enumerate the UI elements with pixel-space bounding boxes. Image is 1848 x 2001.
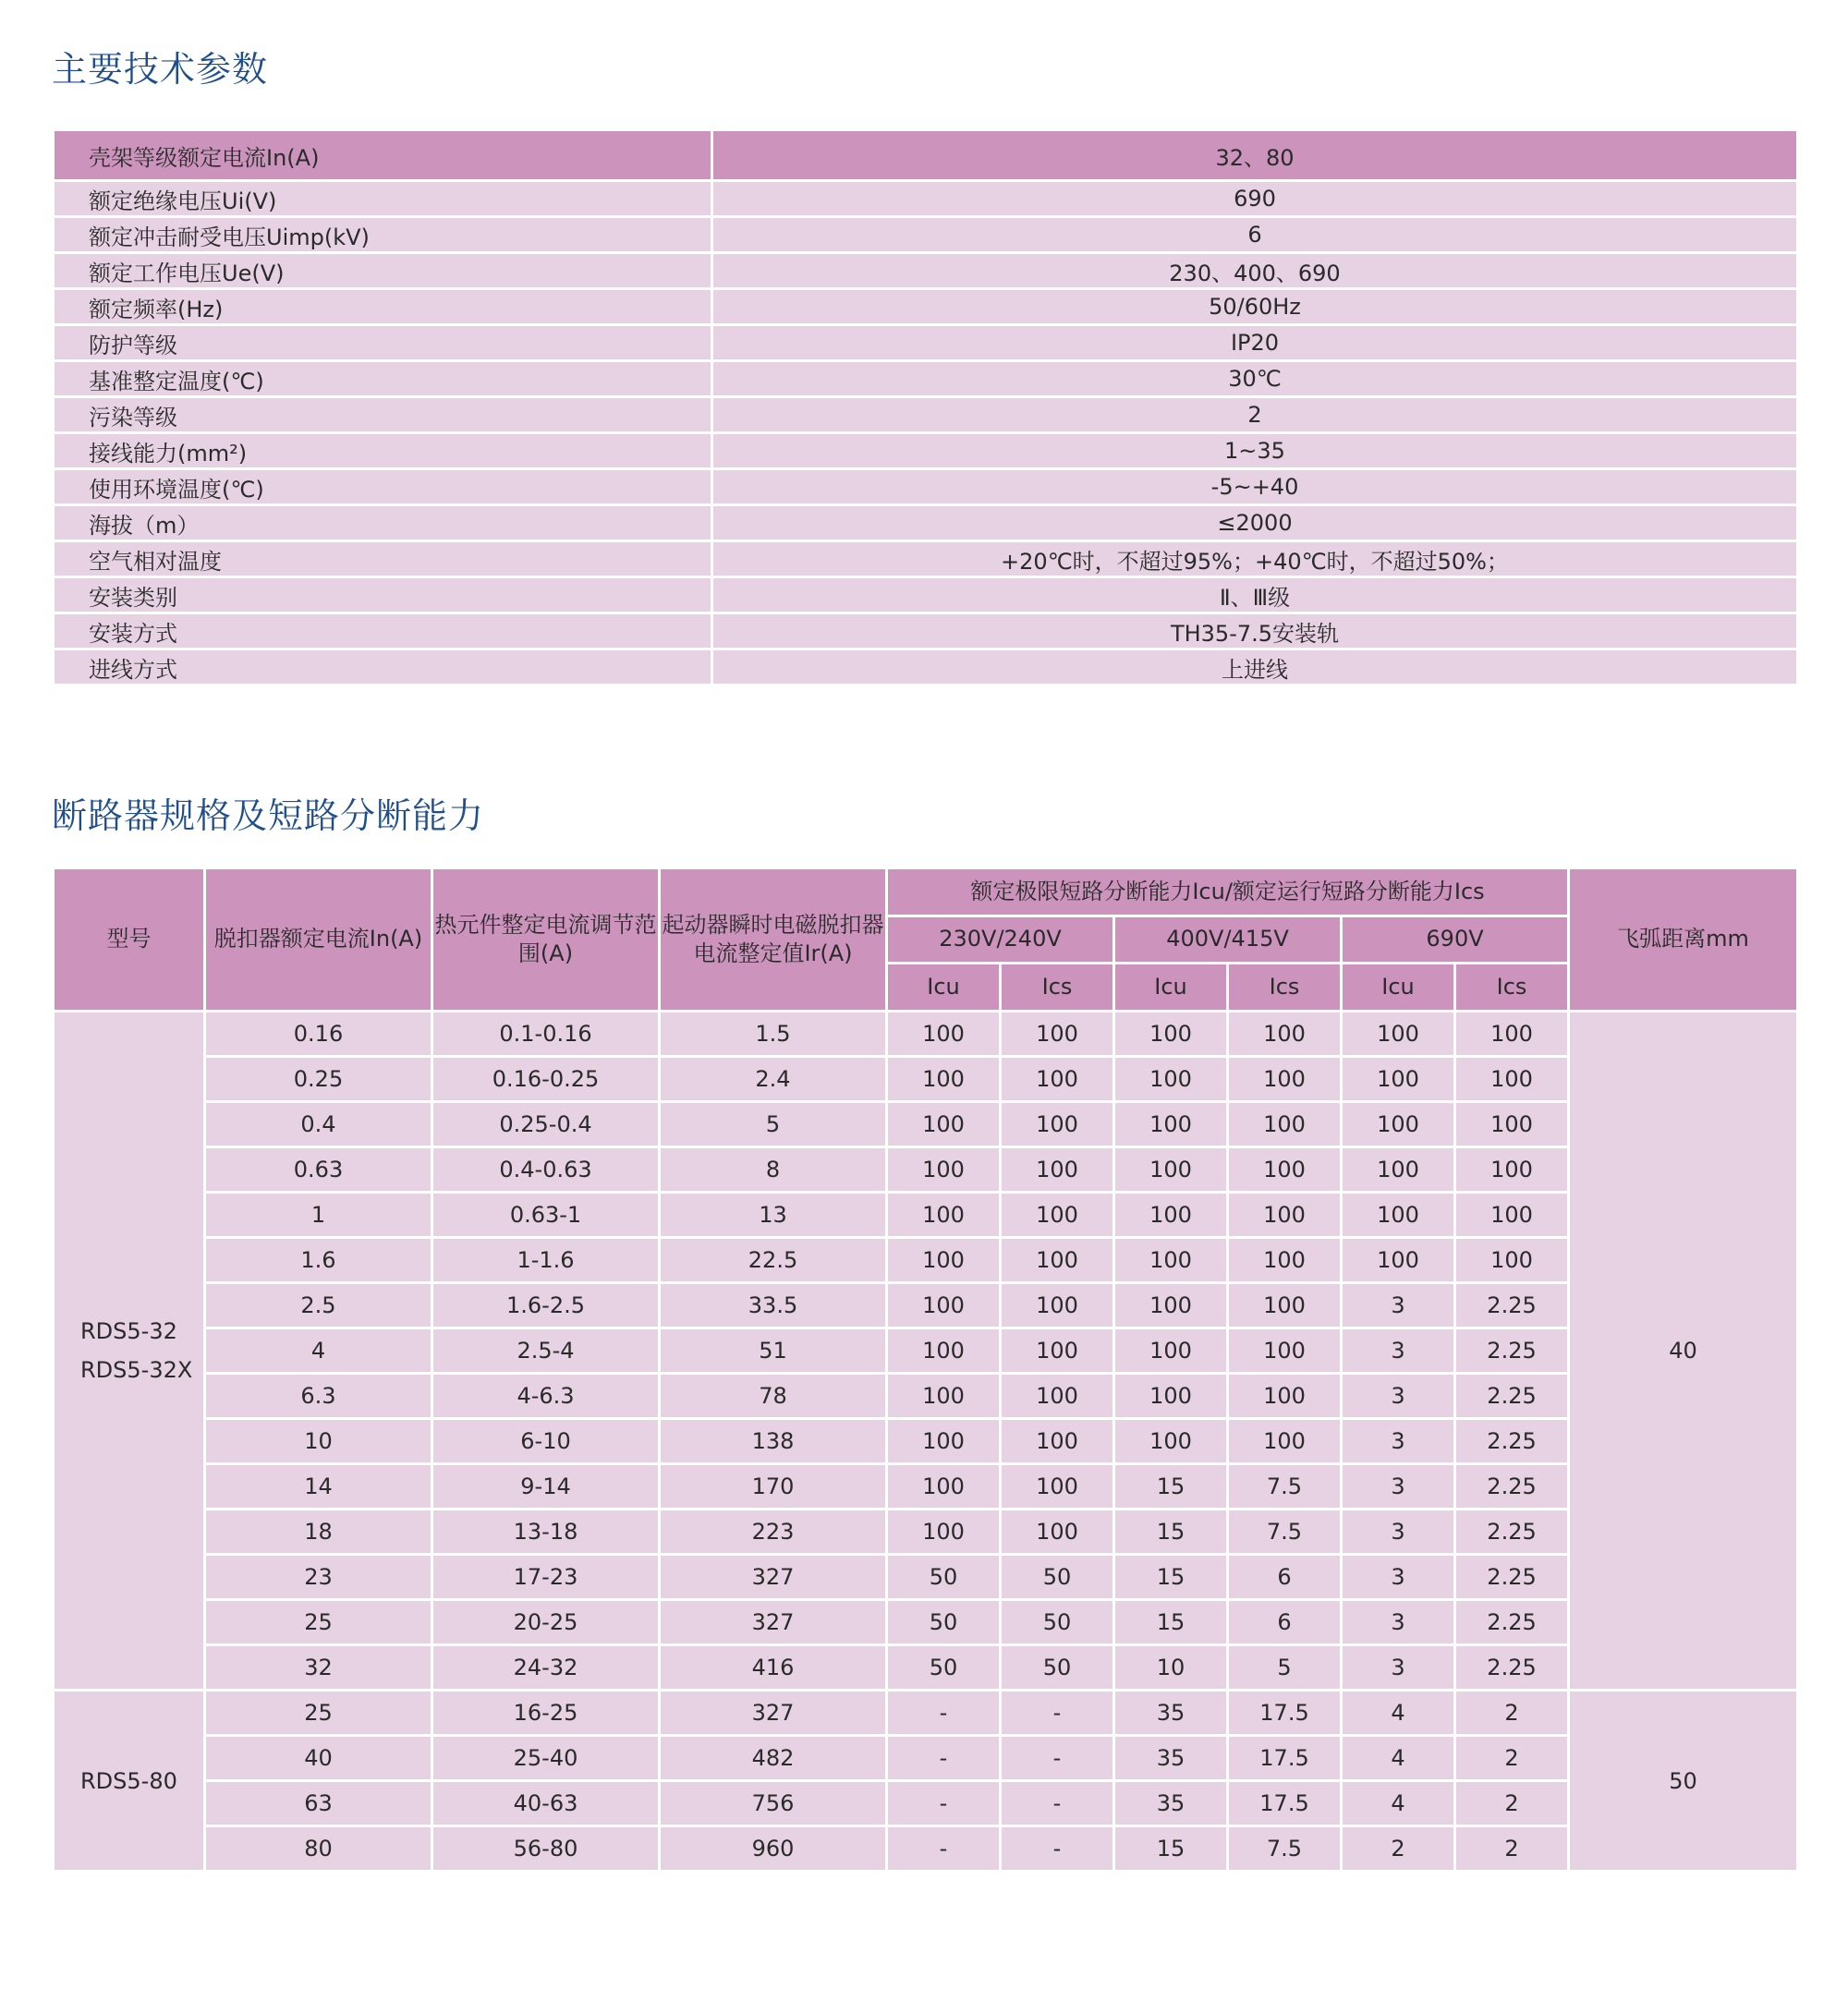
icu-690-cell: 3 xyxy=(1342,1374,1455,1419)
rated-current-cell: 25 xyxy=(205,1600,432,1645)
ics-400-cell: 7.5 xyxy=(1228,1464,1342,1510)
thermal-range-cell: 1-1.6 xyxy=(432,1238,660,1283)
instant-setting-cell: 2.4 xyxy=(660,1057,887,1102)
thermal-range-cell: 1.6-2.5 xyxy=(432,1283,660,1328)
icu-230-cell: 50 xyxy=(887,1645,1001,1691)
param-label: 额定工作电压Ue(V) xyxy=(54,253,712,289)
ics-230-cell: - xyxy=(1001,1736,1114,1781)
ics-400-cell: 100 xyxy=(1228,1057,1342,1102)
ics-230-cell: - xyxy=(1001,1691,1114,1736)
icu-400-cell: 100 xyxy=(1114,1102,1228,1147)
table-row xyxy=(54,1057,1798,1102)
param-label: 使用环境温度(℃) xyxy=(54,469,712,505)
header-model: 型号 xyxy=(54,868,205,1012)
ics-690-cell: 2 xyxy=(1455,1781,1569,1826)
thermal-range-cell: 0.4-0.63 xyxy=(432,1147,660,1193)
thermal-range-cell: 0.25-0.4 xyxy=(432,1102,660,1147)
icu-230-cell: - xyxy=(887,1691,1001,1736)
param-label: 接线能力(mm²) xyxy=(54,433,712,469)
param-value: 6 xyxy=(712,217,1798,253)
param-label: 额定冲击耐受电压Uimp(kV) xyxy=(54,217,712,253)
ics-230-cell: 100 xyxy=(1001,1419,1114,1464)
param-label: 进线方式 xyxy=(54,649,712,685)
header-breaking-capacity: 额定极限短路分断能力Icu/额定运行短路分断能力Ics xyxy=(887,868,1569,916)
ics-230-cell: 100 xyxy=(1001,1102,1114,1147)
rated-current-cell: 25 xyxy=(205,1691,432,1736)
header-arc-distance: 飞弧距离mm xyxy=(1569,868,1798,1012)
instant-setting-cell: 138 xyxy=(660,1419,887,1464)
table-row xyxy=(54,1555,1798,1600)
ics-690-cell: 2.25 xyxy=(1455,1600,1569,1645)
rated-current-cell: 10 xyxy=(205,1419,432,1464)
header-voltage-230: 230V/240V xyxy=(887,916,1114,964)
param-value: ≤2000 xyxy=(712,505,1798,541)
instant-setting-cell: 170 xyxy=(660,1464,887,1510)
icu-230-cell: 100 xyxy=(887,1510,1001,1555)
icu-230-cell: 50 xyxy=(887,1600,1001,1645)
table-row xyxy=(54,1419,1798,1464)
header-instant-setting: 起动器瞬时电磁脱扣器电流整定值Ir(A) xyxy=(660,868,887,1012)
model-cell xyxy=(54,1012,205,1691)
icu-400-cell: 100 xyxy=(1114,1057,1228,1102)
icu-690-cell: 100 xyxy=(1342,1193,1455,1238)
ics-230-cell: 100 xyxy=(1001,1147,1114,1193)
instant-setting-cell: 13 xyxy=(660,1193,887,1238)
icu-230-cell: 100 xyxy=(887,1012,1001,1057)
ics-400-cell: 100 xyxy=(1228,1238,1342,1283)
thermal-range-cell: 6-10 xyxy=(432,1419,660,1464)
thermal-range-cell: 16-25 xyxy=(432,1691,660,1736)
param-value: TH35-7.5安装轨 xyxy=(712,613,1798,649)
table-row xyxy=(54,1102,1798,1147)
table-row xyxy=(54,1736,1798,1781)
param-row xyxy=(54,130,1798,181)
arc-distance-cell: 40 xyxy=(1569,1012,1798,1691)
param-row xyxy=(54,469,1798,505)
ics-400-cell: 100 xyxy=(1228,1012,1342,1057)
icu-230-cell: 100 xyxy=(887,1419,1001,1464)
ics-690-cell: 2.25 xyxy=(1455,1328,1569,1374)
icu-400-cell: 15 xyxy=(1114,1510,1228,1555)
icu-400-cell: 35 xyxy=(1114,1736,1228,1781)
instant-setting-cell: 8 xyxy=(660,1147,887,1193)
rated-current-cell: 1 xyxy=(205,1193,432,1238)
param-label: 污染等级 xyxy=(54,397,712,433)
ics-690-cell: 100 xyxy=(1455,1057,1569,1102)
ics-400-cell: 100 xyxy=(1228,1193,1342,1238)
ics-400-cell: 17.5 xyxy=(1228,1736,1342,1781)
header-ics: Ics xyxy=(1455,964,1569,1012)
thermal-range-cell: 0.16-0.25 xyxy=(432,1057,660,1102)
icu-400-cell: 35 xyxy=(1114,1691,1228,1736)
table-row xyxy=(54,1645,1798,1691)
instant-setting-cell: 482 xyxy=(660,1736,887,1781)
thermal-range-cell: 20-25 xyxy=(432,1600,660,1645)
ics-690-cell: 2.25 xyxy=(1455,1283,1569,1328)
icu-400-cell: 100 xyxy=(1114,1012,1228,1057)
param-label: 防护等级 xyxy=(54,325,712,361)
table-row xyxy=(54,1283,1798,1328)
icu-400-cell: 100 xyxy=(1114,1374,1228,1419)
table-row xyxy=(54,1781,1798,1826)
param-row xyxy=(54,217,1798,253)
icu-230-cell: - xyxy=(887,1781,1001,1826)
ics-400-cell: 5 xyxy=(1228,1645,1342,1691)
ics-690-cell: 100 xyxy=(1455,1012,1569,1057)
icu-400-cell: 100 xyxy=(1114,1419,1228,1464)
icu-230-cell: 100 xyxy=(887,1238,1001,1283)
table-row xyxy=(54,1600,1798,1645)
param-value: +20℃时，不超过95%；+40℃时，不超过50%； xyxy=(712,541,1798,577)
instant-setting-cell: 960 xyxy=(660,1826,887,1872)
rated-current-cell: 6.3 xyxy=(205,1374,432,1419)
table-row xyxy=(54,1826,1798,1872)
ics-230-cell: - xyxy=(1001,1781,1114,1826)
ics-230-cell: 100 xyxy=(1001,1057,1114,1102)
ics-230-cell: 50 xyxy=(1001,1645,1114,1691)
instant-setting-cell: 51 xyxy=(660,1328,887,1374)
table-row xyxy=(54,1193,1798,1238)
icu-400-cell: 100 xyxy=(1114,1147,1228,1193)
rated-current-cell: 18 xyxy=(205,1510,432,1555)
param-label: 额定频率(Hz) xyxy=(54,289,712,325)
ics-690-cell: 2.25 xyxy=(1455,1510,1569,1555)
param-value: Ⅱ、Ⅲ级 xyxy=(712,577,1798,613)
ics-230-cell: 100 xyxy=(1001,1012,1114,1057)
icu-230-cell: - xyxy=(887,1826,1001,1872)
icu-230-cell: 50 xyxy=(887,1555,1001,1600)
ics-690-cell: 100 xyxy=(1455,1238,1569,1283)
instant-setting-cell: 416 xyxy=(660,1645,887,1691)
ics-230-cell: 100 xyxy=(1001,1464,1114,1510)
rated-current-cell: 0.25 xyxy=(205,1057,432,1102)
icu-400-cell: 100 xyxy=(1114,1283,1228,1328)
header-voltage-690: 690V xyxy=(1342,916,1569,964)
table-row xyxy=(54,1510,1798,1555)
header-ics: Ics xyxy=(1001,964,1114,1012)
param-row xyxy=(54,361,1798,397)
icu-230-cell: - xyxy=(887,1736,1001,1781)
instant-setting-cell: 78 xyxy=(660,1374,887,1419)
icu-690-cell: 3 xyxy=(1342,1283,1455,1328)
icu-400-cell: 15 xyxy=(1114,1555,1228,1600)
header-thermal-range: 热元件整定电流调节范围(A) xyxy=(432,868,660,1012)
icu-400-cell: 100 xyxy=(1114,1193,1228,1238)
thermal-range-cell: 0.63-1 xyxy=(432,1193,660,1238)
thermal-range-cell: 2.5-4 xyxy=(432,1328,660,1374)
header-rated-current: 脱扣器额定电流In(A) xyxy=(205,868,432,1012)
params-table xyxy=(52,128,1799,686)
param-label: 壳架等级额定电流Ⅰn(A) xyxy=(54,130,712,181)
ics-400-cell: 100 xyxy=(1228,1419,1342,1464)
param-label: 安装方式 xyxy=(54,613,712,649)
icu-230-cell: 100 xyxy=(887,1464,1001,1510)
param-row xyxy=(54,541,1798,577)
rated-current-cell: 63 xyxy=(205,1781,432,1826)
ics-400-cell: 17.5 xyxy=(1228,1781,1342,1826)
instant-setting-cell: 327 xyxy=(660,1555,887,1600)
ics-690-cell: 100 xyxy=(1455,1102,1569,1147)
param-value: 32、80 xyxy=(712,130,1798,181)
icu-690-cell: 4 xyxy=(1342,1781,1455,1826)
icu-690-cell: 100 xyxy=(1342,1238,1455,1283)
ics-690-cell: 2.25 xyxy=(1455,1645,1569,1691)
model-name: RDS5-80 xyxy=(80,1767,177,1794)
rated-current-cell: 32 xyxy=(205,1645,432,1691)
header-ics: Ics xyxy=(1228,964,1342,1012)
param-row xyxy=(54,397,1798,433)
model-name: RDS5-32 xyxy=(80,1318,177,1344)
param-value: 690 xyxy=(712,181,1798,217)
ics-400-cell: 100 xyxy=(1228,1283,1342,1328)
icu-690-cell: 4 xyxy=(1342,1736,1455,1781)
param-value: -5~+40 xyxy=(712,469,1798,505)
ics-690-cell: 2.25 xyxy=(1455,1374,1569,1419)
param-value: 上进线 xyxy=(712,649,1798,685)
thermal-range-cell: 17-23 xyxy=(432,1555,660,1600)
header-icu: Icu xyxy=(1342,964,1455,1012)
ics-400-cell: 17.5 xyxy=(1228,1691,1342,1736)
thermal-range-cell: 25-40 xyxy=(432,1736,660,1781)
rated-current-cell: 4 xyxy=(205,1328,432,1374)
icu-690-cell: 3 xyxy=(1342,1600,1455,1645)
ics-230-cell: 100 xyxy=(1001,1193,1114,1238)
ics-230-cell: 100 xyxy=(1001,1510,1114,1555)
header-icu: Icu xyxy=(1114,964,1228,1012)
param-row xyxy=(54,289,1798,325)
param-row xyxy=(54,577,1798,613)
ics-230-cell: 50 xyxy=(1001,1555,1114,1600)
ics-400-cell: 100 xyxy=(1228,1147,1342,1193)
rated-current-cell: 14 xyxy=(205,1464,432,1510)
icu-690-cell: 100 xyxy=(1342,1057,1455,1102)
ics-230-cell: 100 xyxy=(1001,1238,1114,1283)
icu-690-cell: 100 xyxy=(1342,1012,1455,1057)
ics-230-cell: 100 xyxy=(1001,1283,1114,1328)
section-title-params: 主要技术参数 xyxy=(52,49,269,90)
thermal-range-cell: 9-14 xyxy=(432,1464,660,1510)
rated-current-cell: 1.6 xyxy=(205,1238,432,1283)
instant-setting-cell: 33.5 xyxy=(660,1283,887,1328)
instant-setting-cell: 1.5 xyxy=(660,1012,887,1057)
param-value: 30℃ xyxy=(712,361,1798,397)
ics-230-cell: 100 xyxy=(1001,1374,1114,1419)
table-row xyxy=(54,1238,1798,1283)
ics-690-cell: 2 xyxy=(1455,1691,1569,1736)
section-title-spec: 断路器规格及短路分断能力 xyxy=(52,795,485,836)
param-row xyxy=(54,181,1798,217)
ics-400-cell: 7.5 xyxy=(1228,1826,1342,1872)
icu-230-cell: 100 xyxy=(887,1057,1001,1102)
icu-690-cell: 3 xyxy=(1342,1419,1455,1464)
icu-400-cell: 15 xyxy=(1114,1826,1228,1872)
param-row xyxy=(54,253,1798,289)
instant-setting-cell: 22.5 xyxy=(660,1238,887,1283)
icu-400-cell: 35 xyxy=(1114,1781,1228,1826)
param-row xyxy=(54,433,1798,469)
instant-setting-cell: 223 xyxy=(660,1510,887,1555)
param-label: 基准整定温度(℃) xyxy=(54,361,712,397)
rated-current-cell: 80 xyxy=(205,1826,432,1872)
ics-690-cell: 2.25 xyxy=(1455,1555,1569,1600)
icu-230-cell: 100 xyxy=(887,1374,1001,1419)
thermal-range-cell: 56-80 xyxy=(432,1826,660,1872)
icu-400-cell: 15 xyxy=(1114,1464,1228,1510)
rated-current-cell: 40 xyxy=(205,1736,432,1781)
param-row xyxy=(54,505,1798,541)
rated-current-cell: 0.4 xyxy=(205,1102,432,1147)
param-label: 额定绝缘电压Ui(V) xyxy=(54,181,712,217)
ics-690-cell: 100 xyxy=(1455,1193,1569,1238)
icu-400-cell: 100 xyxy=(1114,1238,1228,1283)
icu-690-cell: 3 xyxy=(1342,1645,1455,1691)
thermal-range-cell: 0.1-0.16 xyxy=(432,1012,660,1057)
instant-setting-cell: 756 xyxy=(660,1781,887,1826)
param-value: 230、400、690 xyxy=(712,253,1798,289)
param-value: 2 xyxy=(712,397,1798,433)
param-value: IP20 xyxy=(712,325,1798,361)
table-row xyxy=(54,1328,1798,1374)
param-label: 空气相对温度 xyxy=(54,541,712,577)
ics-400-cell: 6 xyxy=(1228,1555,1342,1600)
icu-230-cell: 100 xyxy=(887,1102,1001,1147)
rated-current-cell: 23 xyxy=(205,1555,432,1600)
icu-400-cell: 100 xyxy=(1114,1328,1228,1374)
table-row xyxy=(54,1374,1798,1419)
ics-690-cell: 2.25 xyxy=(1455,1419,1569,1464)
model-cell xyxy=(54,1691,205,1872)
icu-400-cell: 10 xyxy=(1114,1645,1228,1691)
spec-table xyxy=(52,867,1799,1873)
param-label: 海拔（m） xyxy=(54,505,712,541)
ics-400-cell: 100 xyxy=(1228,1374,1342,1419)
icu-690-cell: 3 xyxy=(1342,1328,1455,1374)
rated-current-cell: 2.5 xyxy=(205,1283,432,1328)
ics-400-cell: 6 xyxy=(1228,1600,1342,1645)
ics-400-cell: 100 xyxy=(1228,1328,1342,1374)
ics-690-cell: 2 xyxy=(1455,1826,1569,1872)
icu-690-cell: 3 xyxy=(1342,1510,1455,1555)
ics-400-cell: 7.5 xyxy=(1228,1510,1342,1555)
icu-230-cell: 100 xyxy=(887,1193,1001,1238)
table-row xyxy=(54,1464,1798,1510)
rated-current-cell: 0.16 xyxy=(205,1012,432,1057)
param-value: 50/60Hz xyxy=(712,289,1798,325)
icu-690-cell: 4 xyxy=(1342,1691,1455,1736)
icu-230-cell: 100 xyxy=(887,1147,1001,1193)
instant-setting-cell: 327 xyxy=(660,1691,887,1736)
param-row xyxy=(54,325,1798,361)
icu-690-cell: 3 xyxy=(1342,1555,1455,1600)
icu-230-cell: 100 xyxy=(887,1328,1001,1374)
rated-current-cell: 0.63 xyxy=(205,1147,432,1193)
thermal-range-cell: 4-6.3 xyxy=(432,1374,660,1419)
icu-400-cell: 15 xyxy=(1114,1600,1228,1645)
table-row xyxy=(54,1147,1798,1193)
param-row xyxy=(54,649,1798,685)
icu-690-cell: 100 xyxy=(1342,1147,1455,1193)
icu-690-cell: 2 xyxy=(1342,1826,1455,1872)
ics-230-cell: 50 xyxy=(1001,1600,1114,1645)
thermal-range-cell: 40-63 xyxy=(432,1781,660,1826)
ics-400-cell: 100 xyxy=(1228,1102,1342,1147)
param-row xyxy=(54,613,1798,649)
instant-setting-cell: 5 xyxy=(660,1102,887,1147)
thermal-range-cell: 24-32 xyxy=(432,1645,660,1691)
header-icu: Icu xyxy=(887,964,1001,1012)
header-voltage-400: 400V/415V xyxy=(1114,916,1342,964)
param-label: 安装类别 xyxy=(54,577,712,613)
ics-230-cell: 100 xyxy=(1001,1328,1114,1374)
icu-690-cell: 100 xyxy=(1342,1102,1455,1147)
ics-690-cell: 100 xyxy=(1455,1147,1569,1193)
table-row xyxy=(54,1012,1798,1057)
icu-230-cell: 100 xyxy=(887,1283,1001,1328)
table-row xyxy=(54,1691,1798,1736)
model-name: RDS5-32X xyxy=(80,1357,193,1383)
icu-690-cell: 3 xyxy=(1342,1464,1455,1510)
thermal-range-cell: 13-18 xyxy=(432,1510,660,1555)
ics-690-cell: 2.25 xyxy=(1455,1464,1569,1510)
ics-230-cell: - xyxy=(1001,1826,1114,1872)
ics-690-cell: 2 xyxy=(1455,1736,1569,1781)
arc-distance-cell: 50 xyxy=(1569,1691,1798,1872)
instant-setting-cell: 327 xyxy=(660,1600,887,1645)
param-value: 1~35 xyxy=(712,433,1798,469)
